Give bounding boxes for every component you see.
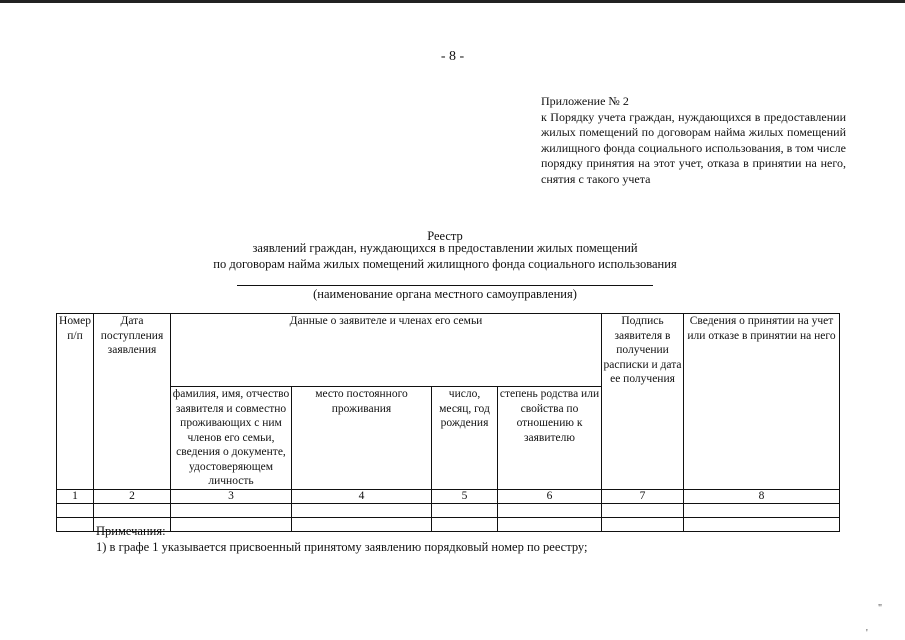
column-number: 1: [57, 489, 94, 503]
notes-title: Примечания:: [96, 524, 166, 538]
table-cell: [94, 503, 171, 517]
column-number-row: [57, 489, 840, 503]
header-fullname: фамилия, имя, отчество заявителя и совместно проживающих с ним членов его семьи, сведения о документе, удостоверяющем личность: [171, 387, 292, 490]
org-name-line: [237, 285, 653, 286]
registry-table: [56, 313, 840, 532]
table-cell: [171, 503, 292, 517]
column-number: 3: [171, 489, 292, 503]
registry-subtitle-line1: заявлений граждан, нуждающихся в предоставлении жилых помещений: [252, 241, 638, 255]
appendix-block: [541, 94, 846, 187]
top-border-line: [0, 0, 905, 3]
header-number: Номер п/п: [57, 314, 94, 387]
table-cell: [498, 503, 602, 517]
table-cell: [602, 503, 684, 517]
header-date: Дата поступления заявления: [94, 314, 171, 387]
header-signature-cont: [602, 387, 684, 490]
scan-speck: ": [878, 603, 883, 614]
notes-item-1: 1) в графе 1 указывается присвоенный принятому заявлению порядковый номер по реестру;: [96, 539, 588, 554]
table-cell: [684, 503, 840, 517]
table-cell: [602, 517, 684, 531]
table-cell: [292, 503, 432, 517]
column-number: 5: [432, 489, 498, 503]
header-signature: Подпись заявителя в получении расписки и дата ее получения: [602, 314, 684, 387]
appendix-title: Приложение № 2: [541, 94, 629, 108]
header-number-cont: [57, 387, 94, 490]
table-header-row: [57, 314, 840, 387]
table-row: [57, 503, 840, 517]
column-number: 6: [498, 489, 602, 503]
registry-subtitle-line2: по договорам найма жилых помещений жилищного фонда социального использования: [213, 257, 677, 271]
column-number: 2: [94, 489, 171, 503]
header-decision-cont: [684, 387, 840, 490]
notes-block: [96, 524, 588, 555]
appendix-text: к Порядку учета граждан, нуждающихся в предоставлении жилых помещений по договорам найма жилых помещений жилищного фонда социального использования, в том числе порядку принятия на этот учет, отказа в принятии на него, снятия с такого учета: [541, 109, 846, 186]
table-cell: [684, 517, 840, 531]
table-cell: [57, 517, 94, 531]
header-date-cont: [94, 387, 171, 490]
page-number: - 8 -: [440, 49, 465, 64]
header-residence: место постоянного проживания: [292, 387, 432, 490]
table-subheader-row: [57, 387, 840, 490]
table-cell: [432, 503, 498, 517]
header-decision: Сведения о принятии на учет или отказе в принятии на него: [684, 314, 840, 387]
table-cell: [57, 503, 94, 517]
scan-speck: ': [866, 628, 868, 639]
org-name-caption: (наименование органа местного самоуправления): [313, 287, 577, 301]
column-number: 4: [292, 489, 432, 503]
header-birthdate: число, месяц, год рождения: [432, 387, 498, 490]
header-applicant-group: Данные о заявителе и членах его семьи: [171, 314, 602, 387]
header-kinship: степень родства или свойства по отношению к заявителю: [498, 387, 602, 490]
registry-title: Реестр: [427, 229, 463, 243]
column-number: 7: [602, 489, 684, 503]
column-number: 8: [684, 489, 840, 503]
